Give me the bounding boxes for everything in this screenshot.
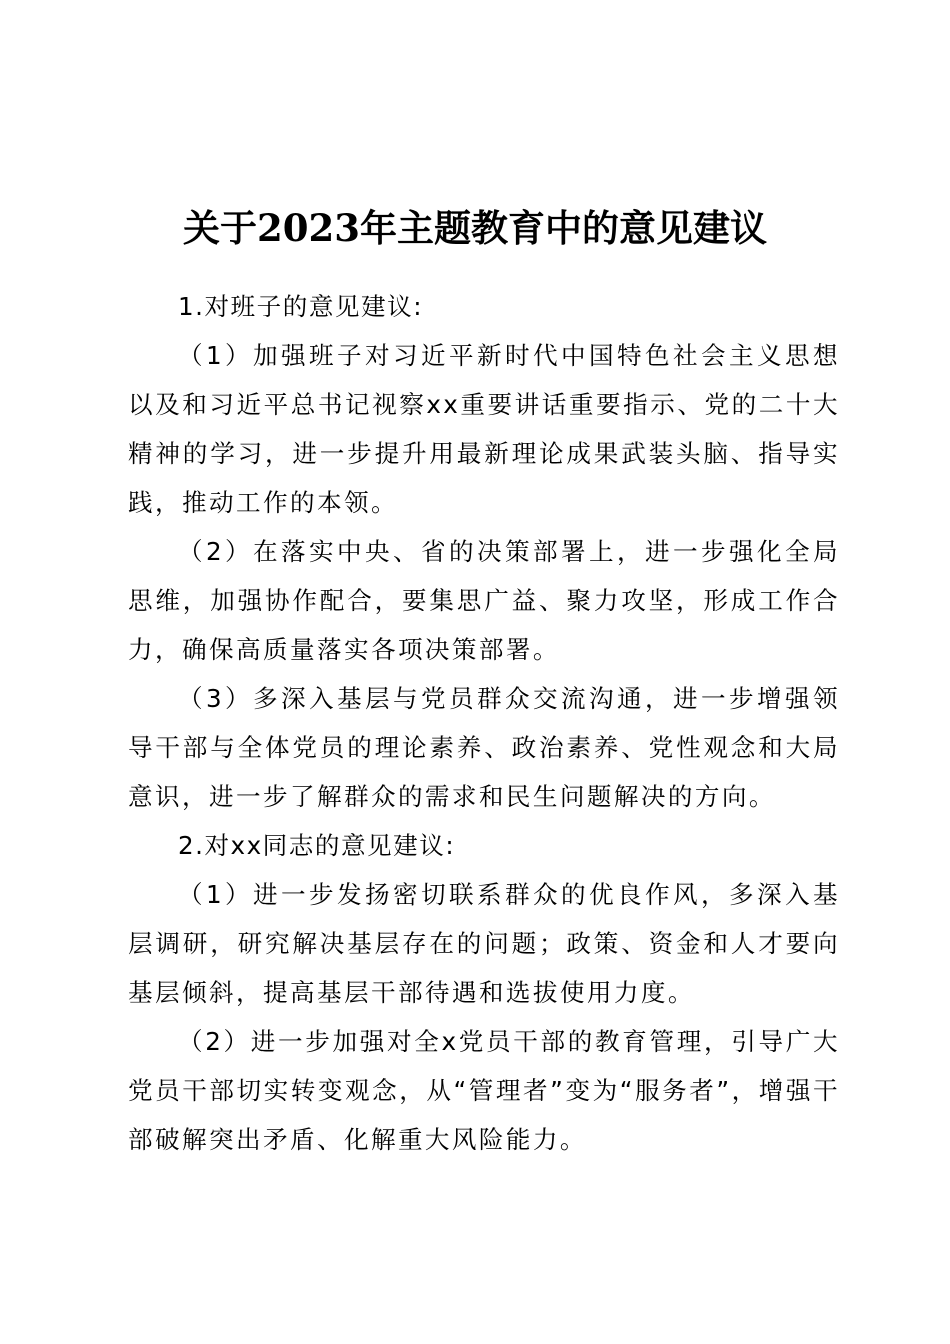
paragraph-team-3: （3）多深入基层与党员群众交流沟通，进一步增强领导干部与全体党员的理论素养、政治素养、党性观念和大局意识，进一步了解群众的需求和民生问题解决的方向。 bbox=[128, 684, 840, 811]
paragraph-team-1: （1）加强班子对习近平新时代中国特色社会主义思想以及和习近平总书记视察xx重要讲话重要指示、党的二十大精神的学习，进一步提升用最新理论成果武装头脑、指导实践，推动工作的本领。 bbox=[128, 341, 840, 517]
document-title: 关于2023年主题教育中的意见建议 bbox=[183, 206, 767, 250]
paragraph-comrade-2: （2）进一步加强对全x党员干部的教育管理，引导广大党员干部切实转变观念，从“管理者”变为“服务者”，增强干部破解突出矛盾、化解重大风险能力。 bbox=[128, 1027, 840, 1154]
paragraph-comrade-1: （1）进一步发扬密切联系群众的优良作风，多深入基层调研，研究解决基层存在的问题；政策、资金和人才要向基层倾斜，提高基层干部待遇和选拔使用力度。 bbox=[128, 880, 840, 1007]
section-heading-comrade: 2.对xx同志的意见建议: bbox=[178, 831, 456, 860]
section-heading-team: 1.对班子的意见建议: bbox=[178, 292, 424, 321]
paragraph-team-2: （2）在落实中央、省的决策部署上，进一步强化全局思维，加强协作配合，要集思广益、聚力攻坚，形成工作合力，确保高质量落实各项决策部署。 bbox=[128, 537, 840, 664]
document-body bbox=[128, 282, 840, 1164]
